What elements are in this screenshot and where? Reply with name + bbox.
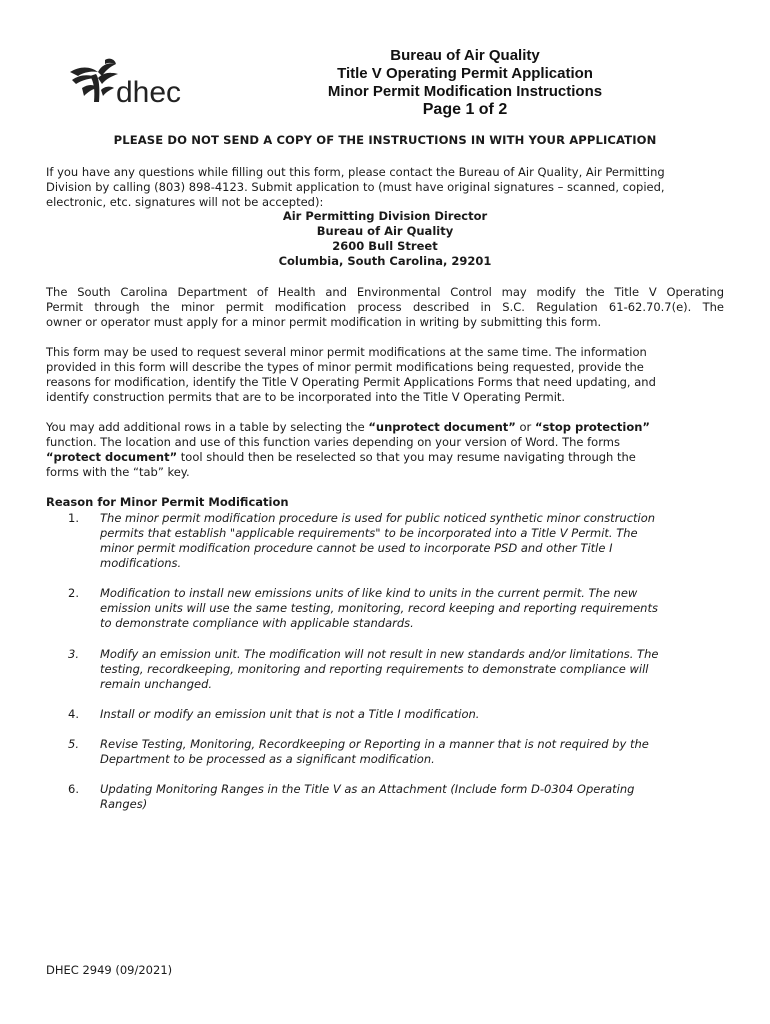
reason-heading: Reason for Minor Permit Modification <box>46 495 289 509</box>
intro-line: electronic, etc. signatures will not be accepted): <box>46 195 324 209</box>
paragraph-line: reasons for modification, identify the Title V Operating Permit Applications Forms that need updating, and <box>46 375 656 389</box>
address-line: Bureau of Air Quality <box>316 224 454 238</box>
address-line: Columbia, South Carolina, 29201 <box>278 254 492 268</box>
notice-heading: PLEASE DO NOT SEND A COPY OF THE INSTRUCTIONS IN WITH YOUR APPLICATION <box>113 133 657 147</box>
paragraph-line: This form may be used to request several minor permit modifications at the same time. The information <box>46 345 647 359</box>
header-application: Title V Operating Permit Application <box>337 65 593 82</box>
paragraph-line: “protect document” tool should then be reselected so that you may resume navigating through the <box>46 450 636 464</box>
list-item-number: 4. <box>68 707 79 721</box>
paragraph-line: provided in this form will describe the types of minor permit modifications being requested, provide the <box>46 360 644 374</box>
mailing-address <box>46 209 724 269</box>
list-item-number: 2. <box>68 586 79 600</box>
list-item-number: 1. <box>68 511 79 525</box>
list-item-text: Modify an emission unit. The modification will not result in new standards and/or limitations. The testing, recordkeeping, monitoring and reporting requirements to demonstrate compliance will remain unchanged. <box>100 647 659 691</box>
paragraph-line: forms with the “tab” key. <box>46 465 190 479</box>
address-line: Air Permitting Division Director <box>282 209 488 223</box>
protect-document-term: “protect document” <box>46 450 178 464</box>
protection-paragraph <box>46 420 724 480</box>
list-item-number: 6. <box>68 782 79 796</box>
list-item-number: 3. <box>68 647 79 661</box>
modification-paragraph <box>46 285 724 330</box>
paragraph-line: Permit through the minor permit modification process described in S.C. Regulation 61-62.70.7(e). The <box>46 300 724 314</box>
palmetto-tree-icon <box>70 59 118 102</box>
form-usage-paragraph <box>46 345 724 405</box>
list-item-text: The minor permit modification procedure is used for public noticed synthetic minor construction permits that establish "applicable requirements" to be incorporated into a Title V Permit. The minor permit modification procedure cannot be used to incorporate PSD and other Title I modifications. <box>100 511 656 570</box>
list-item-text: Updating Monitoring Ranges in the Title V as an Attachment (Include form D-0304 Operating Ranges) <box>100 782 635 811</box>
logo-text: dhec <box>116 76 182 108</box>
list-item-text: Install or modify an emission unit that is not a Title I modification. <box>100 707 480 721</box>
intro-line: If you have any questions while filling out this form, please contact the Bureau of Air Quality, Air Permitting <box>46 165 665 179</box>
paragraph-line: function. The location and use of this function varies depending on your version of Word. The forms <box>46 435 620 449</box>
intro-paragraph <box>46 165 724 210</box>
list-item-text: Revise Testing, Monitoring, Recordkeeping or Reporting in a manner that is not required by the Department to be processed as a significant modification. <box>100 737 649 766</box>
stop-protection-term: “stop protection” <box>534 420 650 434</box>
address-line: 2600 Bull Street <box>332 239 438 253</box>
header-bureau: Bureau of Air Quality <box>390 47 540 64</box>
intro-line: Division by calling (803) 898-4123. Submit application to (must have original signatures – scanned, copied, <box>46 180 665 194</box>
list-item-number: 5. <box>68 737 79 751</box>
paragraph-line: identify construction permits that are to be incorporated into the Title V Operating Permit. <box>46 390 566 404</box>
header-instructions: Minor Permit Modification Instructions <box>327 83 603 100</box>
list-item-text: Modification to install new emissions units of like kind to units in the current permit. The new emission units will use the same testing, monitoring, record keeping and reporting requirements to demonstrate compliance with applicable standards. <box>100 586 658 630</box>
header-page-number: Page 1 of 2 <box>422 101 508 118</box>
paragraph-line: You may add additional rows in a table by selecting the “unprotect document” or “stop protection” <box>46 420 650 434</box>
dhec-logo <box>68 58 186 108</box>
form-number-footer: DHEC 2949 (09/2021) <box>46 963 173 977</box>
paragraph-line: The South Carolina Department of Health and Environmental Control may modify the Title V Operating <box>46 285 724 299</box>
paragraph-line: owner or operator must apply for a minor permit modification in writing by submitting this form. <box>46 315 602 329</box>
unprotect-document-term: “unprotect document” <box>368 420 516 434</box>
document-header <box>290 47 640 119</box>
